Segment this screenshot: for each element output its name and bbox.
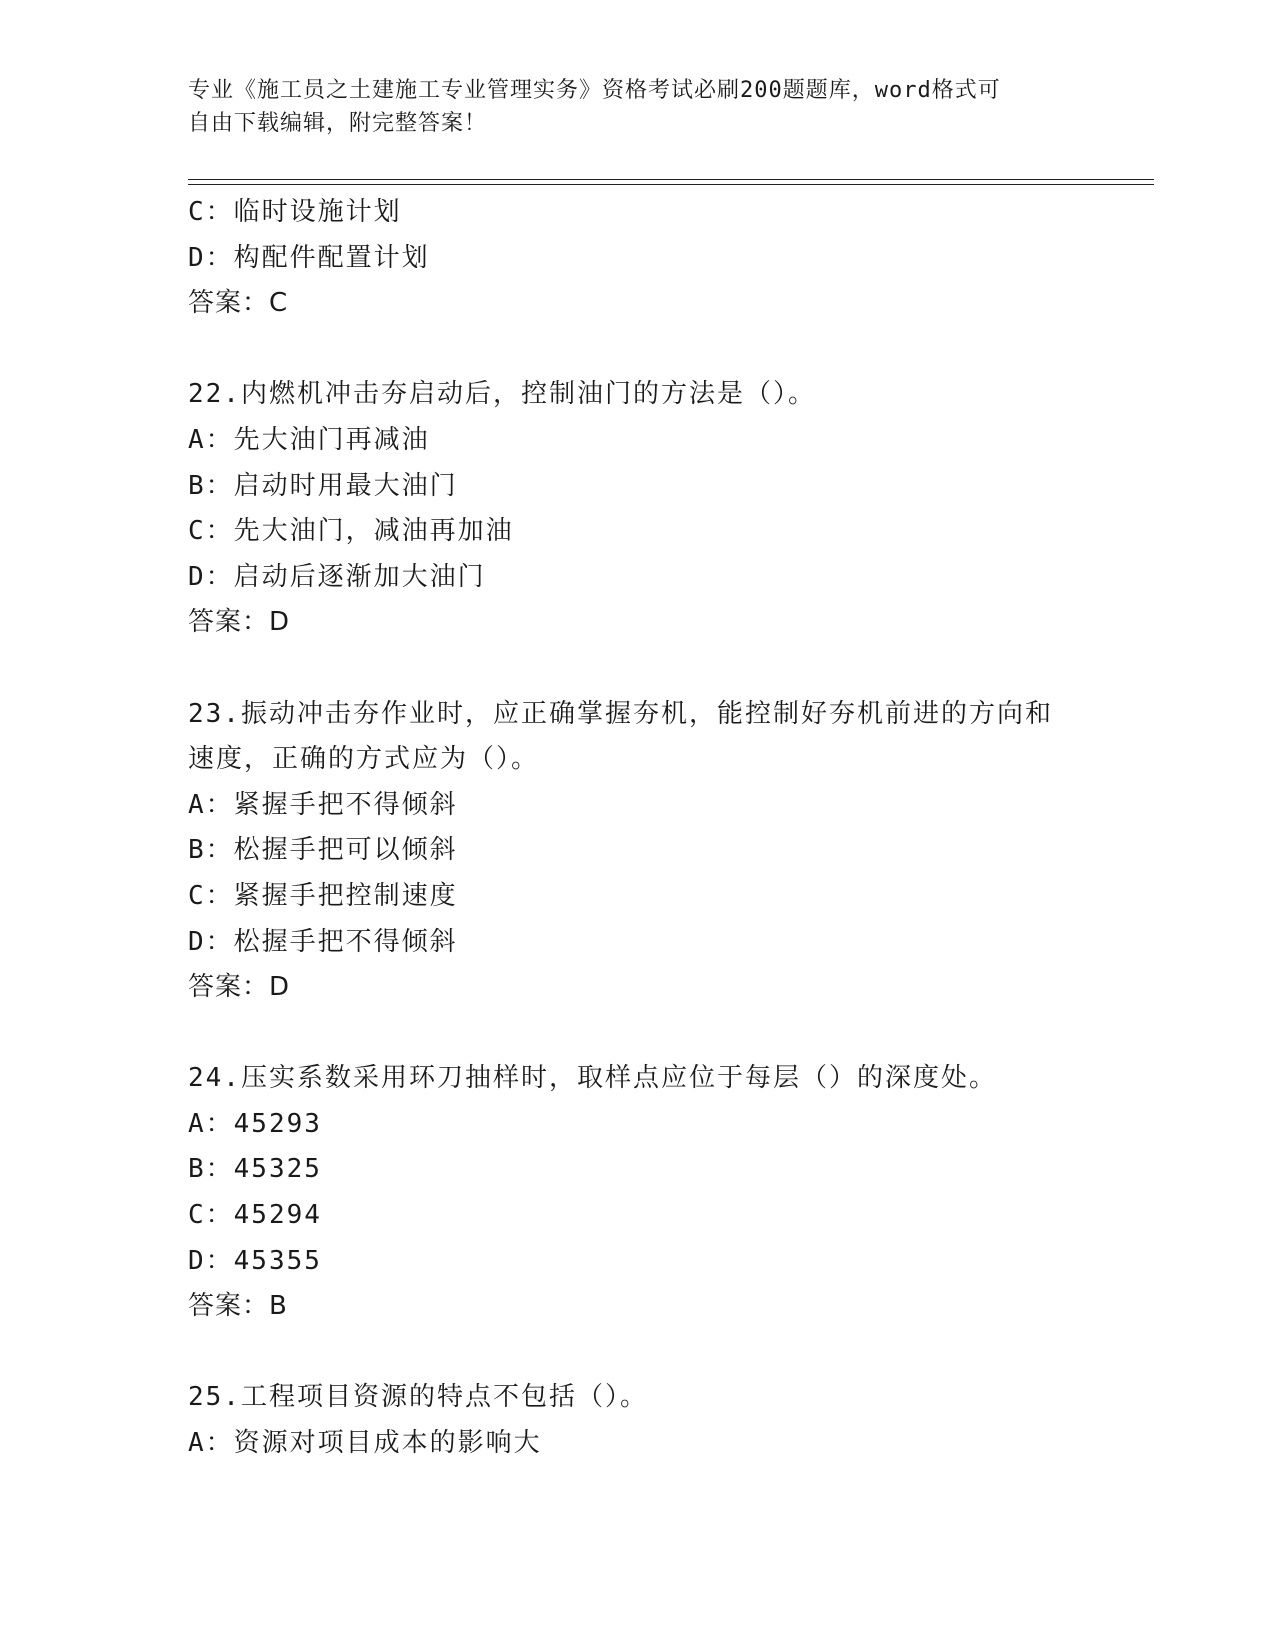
option-a: A：先大油门再减油 [188,424,430,455]
question-25 [188,1375,1088,1466]
option-b: B：启动时用最大油门 [188,470,458,501]
question-24 [188,1056,1088,1330]
option-c: C：紧握手把控制速度 [188,880,458,911]
question-text: 25.工程项目资源的特点不包括（）。 [188,1382,648,1413]
answer: 答案：D [188,972,291,1003]
option-c: C：45294 [188,1200,322,1231]
question-text: 24.压实系数采用环刀抽样时，取样点应位于每层（）的深度处。 [188,1063,997,1094]
option-a: A：紧握手把不得倾斜 [188,789,458,820]
option-d: D：启动后逐渐加大油门 [188,561,486,592]
question-23 [188,692,1088,1011]
header-divider-top [188,179,1154,180]
option-b: B：松握手把可以倾斜 [188,835,458,866]
header-line-1: 专业《施工员之土建施工专业管理实务》资格考试必刷200题题库，word格式可 [188,78,1001,103]
header-divider-bottom [188,184,1154,185]
option-d: D：45355 [188,1245,322,1276]
answer: 答案：B [188,1291,288,1322]
document-header [188,74,1068,140]
spacer [188,1011,1088,1057]
option-a: A：资源对项目成本的影响大 [188,1428,542,1459]
option-c: C：先大油门，减油再加油 [188,516,514,547]
question-22 [188,372,1088,646]
question-text-line-1: 23.振动冲击夯作业时，应正确掌握夯机，能控制好夯机前进的方向和 [188,698,1053,729]
spacer [188,327,1088,373]
header-line-2: 自由下载编辑，附完整答案！ [188,111,488,136]
question-text: 22.内燃机冲击夯启动后，控制油门的方法是（）。 [188,379,816,410]
question-text-line-2: 速度，正确的方式应为（）。 [188,744,540,775]
option-c: C：临时设施计划 [188,197,402,227]
spacer [188,646,1088,692]
option-b: B：45325 [188,1154,322,1185]
option-a: A：45293 [188,1108,322,1139]
answer: 答案：C [188,288,289,319]
question-21 [188,190,1088,327]
question-list [188,190,1088,1467]
option-d: D：构配件配置计划 [188,242,430,273]
spacer [188,1330,1088,1376]
answer: 答案：D [188,607,291,638]
option-d: D：松握手把不得倾斜 [188,926,458,957]
